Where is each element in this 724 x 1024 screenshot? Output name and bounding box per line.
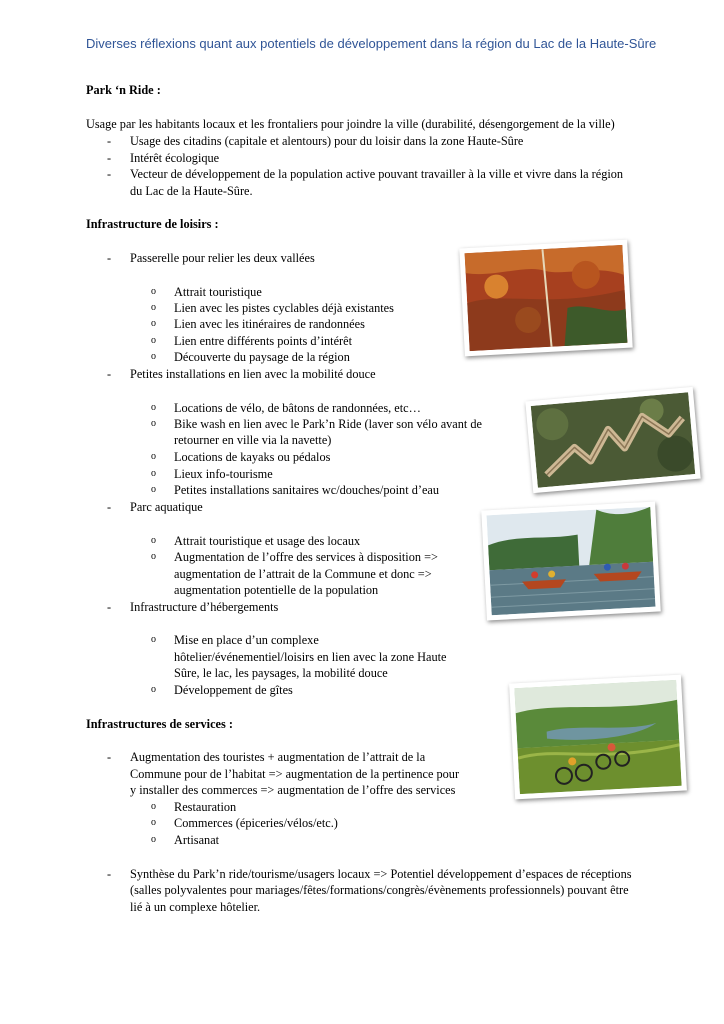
services-main: Augmentation des touristes + augmentation de l’attrait de la <box>130 750 426 764</box>
circle-bullet: o <box>151 318 156 329</box>
mobilite-sub: Petites installations sanitaires wc/douches/point d’eau <box>174 483 440 497</box>
park-item-continued: du Lac de la Haute-Sûre. <box>130 184 253 198</box>
services-sub: Restauration <box>174 800 237 814</box>
circle-bullet: o <box>151 451 156 462</box>
document-header: Diverses réflexions quant aux potentiels de développement dans la région du Lac de la Haute-Sûre <box>86 36 657 51</box>
services-main: Commune pour de l’habitat => augmentation de la pertinence pour <box>130 767 460 781</box>
passerelle-sub: Lien avec les pistes cyclables déjà existantes <box>174 301 394 315</box>
circle-bullet: o <box>151 817 156 828</box>
aquatique-sub: Augmentation de l’offre des services à disposition => <box>174 550 438 564</box>
circle-bullet: o <box>151 684 156 695</box>
park-item: Usage des citadins (capitale et alentours) pour du loisir dans la zone Haute-Sûre <box>130 134 524 148</box>
passerelle-sub: Lien avec les itinéraires de randonnées <box>174 317 365 331</box>
dash-bullet: - <box>107 867 112 881</box>
photo-passerelle <box>459 240 632 357</box>
autumn-forest-image <box>465 245 628 351</box>
photo-bikers-lake <box>509 675 687 800</box>
mobilite-label: Petites installations en lien avec la mobilité douce <box>130 367 376 381</box>
passerelle-sub: Attrait touristique <box>174 285 262 299</box>
passerelle-sub: Lien entre différents points d’intérêt <box>174 334 353 348</box>
aquatique-sub: Attrait touristique et usage des locaux <box>174 534 361 548</box>
zigzag-walkway-image <box>531 392 696 487</box>
services-main: y installer des commerces => augmentation de l’offre des services <box>130 783 456 797</box>
circle-bullet: o <box>151 351 156 362</box>
circle-bullet: o <box>151 302 156 313</box>
synthese-line: lié à un complexe hôtelier. <box>130 900 261 914</box>
services-sub: Artisanat <box>174 833 220 847</box>
circle-bullet: o <box>151 418 156 429</box>
hebergements-sub: Développement de gîtes <box>174 683 293 697</box>
hebergements-label: Infrastructure d’hébergements <box>130 600 279 614</box>
dash-bullet: - <box>107 750 112 764</box>
circle-bullet: o <box>151 535 156 546</box>
circle-bullet: o <box>151 335 156 346</box>
section-heading-park: Park ‘n Ride : <box>86 83 161 97</box>
dash-bullet: - <box>107 251 112 265</box>
services-sub: Commerces (épiceries/vélos/etc.) <box>174 816 338 830</box>
mobilite-sub: Lieux info-tourisme <box>174 467 273 481</box>
park-item: Intérêt écologique <box>130 151 220 165</box>
dash-bullet: - <box>107 167 112 181</box>
bikers-lake-image <box>514 680 681 794</box>
dash-bullet: - <box>107 134 112 148</box>
section-heading-loisirs: Infrastructure de loisirs : <box>86 217 219 231</box>
hebergements-sub-continued: hôtelier/événementiel/loisirs en lien avec la zone Haute <box>174 650 447 664</box>
park-item: Vecteur de développement de la population active pouvant travailler à la ville et vivre dans la région <box>130 167 624 181</box>
mobilite-sub: Bike wash en lien avec le Park’n Ride (laver son vélo avant de <box>174 417 482 431</box>
dash-bullet: - <box>107 151 112 165</box>
circle-bullet: o <box>151 634 156 645</box>
hebergements-sub: Mise en place d’un complexe <box>174 633 319 647</box>
circle-bullet: o <box>151 801 156 812</box>
aquatique-label: Parc aquatique <box>130 500 203 514</box>
photo-canoes <box>481 502 661 621</box>
mobilite-sub: Locations de vélo, de bâtons de randonnées, etc… <box>174 401 421 415</box>
photo-walkway <box>525 387 700 493</box>
hebergements-sub-continued: Sûre, le lac, les paysages, la mobilité douce <box>174 666 388 680</box>
circle-bullet: o <box>151 551 156 562</box>
circle-bullet: o <box>151 286 156 297</box>
passerelle-label: Passerelle pour relier les deux vallées <box>130 251 315 265</box>
park-intro: Usage par les habitants locaux et les frontaliers pour joindre la ville (durabilité, désengorgement de la ville) <box>86 117 615 131</box>
dash-bullet: - <box>107 500 112 514</box>
canoes-river-image <box>486 507 655 615</box>
dash-bullet: - <box>107 367 112 381</box>
aquatique-sub-continued: augmentation de l’attrait de la Commune et donc => <box>174 567 432 581</box>
synthese-line: (salles polyvalentes pour mariages/fêtes/formations/congrès/évènements professionnels) pouvant être <box>130 883 629 897</box>
mobilite-sub: Locations de kayaks ou pédalos <box>174 450 331 464</box>
circle-bullet: o <box>151 834 156 845</box>
circle-bullet: o <box>151 468 156 479</box>
mobilite-sub-continued: retourner en ville via la navette) <box>174 433 332 447</box>
section-heading-services: Infrastructures de services : <box>86 717 233 731</box>
aquatique-sub-continued: augmentation potentielle de la population <box>174 583 379 597</box>
synthese-line: Synthèse du Park’n ride/tourisme/usagers locaux => Potentiel développement d’espaces de réceptions <box>130 867 632 881</box>
passerelle-sub: Découverte du paysage de la région <box>174 350 350 364</box>
circle-bullet: o <box>151 484 156 495</box>
circle-bullet: o <box>151 402 156 413</box>
dash-bullet: - <box>107 600 112 614</box>
